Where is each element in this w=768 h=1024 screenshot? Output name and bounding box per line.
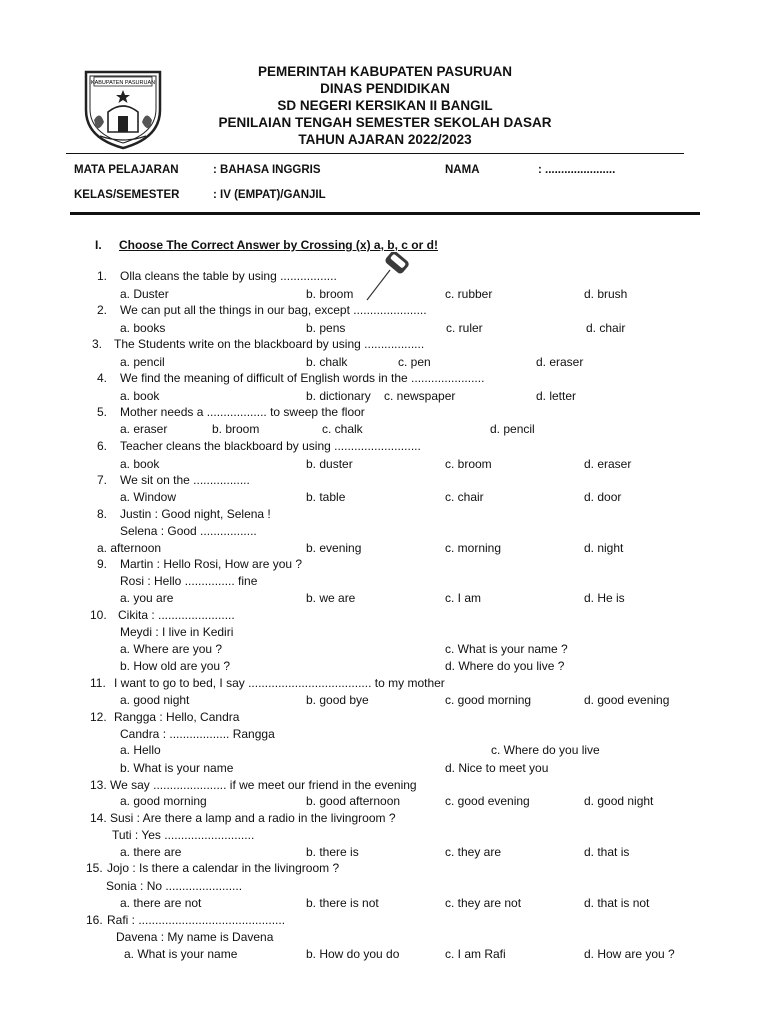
answer-option[interactable]: d. Nice to meet you xyxy=(445,761,549,775)
question-text: Teacher cleans the blackboard by using .......................... xyxy=(120,439,421,453)
answer-option-a[interactable]: a. there are xyxy=(120,845,182,859)
svg-text:KABUPATEN PASURUAN: KABUPATEN PASURUAN xyxy=(90,80,156,86)
answer-option-b[interactable]: b. How do you do xyxy=(306,947,400,961)
answer-option-d[interactable]: d. brush xyxy=(584,287,628,301)
question-dialogue-line: Rosi : Hello ............... fine xyxy=(120,574,258,588)
answer-option-a[interactable]: a. pencil xyxy=(120,355,165,369)
answer-option-b[interactable]: b. duster xyxy=(306,457,353,471)
question-number: 9. xyxy=(97,557,108,571)
answer-option-c[interactable]: c. chair xyxy=(445,490,484,504)
question-number: 5. xyxy=(97,405,108,419)
header-school: SD NEGERI KERSIKAN II BANGIL xyxy=(277,98,493,113)
section-instruction: Choose The Correct Answer by Crossing (x) a, b, c or d! xyxy=(119,238,438,252)
answer-option-b[interactable]: b. evening xyxy=(306,541,362,555)
question-number: 14. xyxy=(90,811,107,825)
answer-option-c[interactable]: c. broom xyxy=(445,457,492,471)
answer-option-a[interactable]: a. there are not xyxy=(120,896,202,910)
answer-option[interactable]: d. Where do you live ? xyxy=(445,659,565,673)
answer-option-a[interactable]: a. book xyxy=(120,389,160,403)
answer-option-b[interactable]: b. broom xyxy=(212,422,260,436)
answer-option-a[interactable]: a. Duster xyxy=(120,287,169,301)
answer-option-c[interactable]: c. pen xyxy=(398,355,431,369)
answer-option-b[interactable]: b. pens xyxy=(306,321,346,335)
duster-icon xyxy=(364,252,410,302)
answer-option-b[interactable]: b. dictionary xyxy=(306,389,371,403)
question-number: 1. xyxy=(97,269,108,283)
answer-option-a[interactable]: a. What is your name xyxy=(124,947,238,961)
question-number: 12. xyxy=(90,710,107,724)
answer-option-b[interactable]: b. table xyxy=(306,490,346,504)
answer-option-c[interactable]: c. chalk xyxy=(322,422,363,436)
question-number: 11. xyxy=(90,676,106,690)
answer-option-c[interactable]: c. rubber xyxy=(445,287,493,301)
answer-option-d[interactable]: d. chair xyxy=(586,321,626,335)
answer-option-d[interactable]: d. good evening xyxy=(584,693,670,707)
question-number: 7. xyxy=(97,473,108,487)
answer-option-d[interactable]: d. How are you ? xyxy=(584,947,675,961)
question-text: Martin : Hello Rosi, How are you ? xyxy=(120,557,303,571)
class-label: KELAS/SEMESTER xyxy=(74,189,180,201)
regency-logo xyxy=(80,62,166,150)
answer-option-d[interactable]: d. night xyxy=(584,541,624,555)
answer-option-b[interactable]: b. chalk xyxy=(306,355,348,369)
answer-option-d[interactable]: d. pencil xyxy=(490,422,535,436)
answer-option[interactable]: c. What is your name ? xyxy=(445,642,568,656)
header-school-year: TAHUN AJARAN 2022/2023 xyxy=(298,132,472,147)
answer-option[interactable]: b. How old are you ? xyxy=(120,659,231,673)
name-field[interactable]: : ...................... xyxy=(538,164,616,176)
answer-option-c[interactable]: c. good evening xyxy=(445,794,530,808)
answer-option-a[interactable]: a. you are xyxy=(120,591,174,605)
question-dialogue-line: Davena : My name is Davena xyxy=(116,930,274,944)
section-numeral: I. xyxy=(95,238,102,252)
question-text: Rangga : Hello, Candra xyxy=(114,710,240,724)
subject-value: : BAHASA INGGRIS xyxy=(213,164,321,176)
answer-option-a[interactable]: a. afternoon xyxy=(97,541,162,555)
answer-option-b[interactable]: b. good afternoon xyxy=(306,794,401,808)
answer-option-b[interactable]: b. broom xyxy=(306,287,354,301)
answer-option-b[interactable]: b. there is not xyxy=(306,896,379,910)
answer-option-b[interactable]: b. there is xyxy=(306,845,359,859)
question-text: The Students write on the blackboard by using .................. xyxy=(114,337,425,351)
subject-label: MATA PELAJARAN xyxy=(74,164,179,176)
question-text: Susi : Are there a lamp and a radio in the livingroom ? xyxy=(110,811,396,825)
answer-option-d[interactable]: d. good night xyxy=(584,794,654,808)
question-number: 10. xyxy=(90,608,107,622)
answer-option-a[interactable]: a. book xyxy=(120,457,160,471)
answer-option-d[interactable]: d. that is not xyxy=(584,896,650,910)
answer-option-b[interactable]: b. good bye xyxy=(306,693,369,707)
question-dialogue-line: Sonia : No ....................... xyxy=(106,879,243,893)
class-value: : IV (EMPAT)/GANJIL xyxy=(213,189,326,201)
header-exam-title: PENILAIAN TENGAH SEMESTER SEKOLAH DASAR xyxy=(218,115,552,130)
answer-option-d[interactable]: d. eraser xyxy=(584,457,632,471)
question-text: We sit on the ................. xyxy=(120,473,250,487)
question-text: We say ...................... if we meet our friend in the evening xyxy=(110,778,417,792)
question-number: 4. xyxy=(97,371,108,385)
question-dialogue-line: Candra : .................. Rangga xyxy=(120,727,275,741)
question-number: 6. xyxy=(97,439,108,453)
answer-option-a[interactable]: a. good morning xyxy=(120,794,207,808)
question-text: Mother needs a .................. to sweep the floor xyxy=(120,405,365,419)
header-divider-thick xyxy=(70,212,700,215)
answer-option-a[interactable]: a. good night xyxy=(120,693,190,707)
question-number: 16. xyxy=(86,913,103,927)
answer-option-d[interactable]: d. letter xyxy=(536,389,577,403)
answer-option[interactable]: c. Where do you live xyxy=(491,743,600,757)
question-text: We can put all the things in our bag, except ...................... xyxy=(120,303,427,317)
answer-option-c[interactable]: c. they are xyxy=(445,845,502,859)
question-dialogue-line: Selena : Good ................. xyxy=(120,524,257,538)
question-dialogue-line: Meydi : I live in Kediri xyxy=(120,625,234,639)
question-text: Rafi : ............................................ xyxy=(107,913,286,927)
answer-option-a[interactable]: a. Window xyxy=(120,490,177,504)
answer-option-c[interactable]: c. newspaper xyxy=(384,389,456,403)
answer-option-d[interactable]: d. eraser xyxy=(536,355,584,369)
answer-option-a[interactable]: a. books xyxy=(120,321,166,335)
answer-option-d[interactable]: d. He is xyxy=(584,591,625,605)
answer-option-b[interactable]: b. we are xyxy=(306,591,356,605)
answer-option-c[interactable]: c. I am xyxy=(445,591,482,605)
answer-option-c[interactable]: c. good morning xyxy=(445,693,532,707)
question-text: Justin : Good night, Selena ! xyxy=(120,507,271,521)
header-department: DINAS PENDIDIKAN xyxy=(320,81,450,96)
header-divider-thin xyxy=(66,153,684,154)
answer-option-d[interactable]: d. that is xyxy=(584,845,630,859)
header-government: PEMERINTAH KABUPATEN PASURUAN xyxy=(257,64,512,79)
answer-option-c[interactable]: c. ruler xyxy=(446,321,483,335)
name-label: NAMA xyxy=(445,164,480,176)
answer-option-c[interactable]: c. morning xyxy=(445,541,502,555)
question-number: 2. xyxy=(97,303,108,317)
answer-option[interactable]: b. What is your name xyxy=(120,761,234,775)
question-number: 8. xyxy=(97,507,108,521)
question-number: 3. xyxy=(92,337,103,351)
answer-option-d[interactable]: d. door xyxy=(584,490,622,504)
answer-option-c[interactable]: c. I am Rafi xyxy=(445,947,506,961)
answer-option-a[interactable]: a. eraser xyxy=(120,422,168,436)
question-text: Jojo : Is there a calendar in the livingroom ? xyxy=(107,861,340,875)
answer-option[interactable]: a. Hello xyxy=(120,743,161,757)
question-text: Olla cleans the table by using ................. xyxy=(120,269,337,283)
question-number: 15. xyxy=(86,861,103,875)
answer-option[interactable]: a. Where are you ? xyxy=(120,642,223,656)
answer-option-c[interactable]: c. they are not xyxy=(445,896,522,910)
question-text: I want to go to bed, I say ..................................... to my mother xyxy=(114,676,445,690)
question-text: Cikita : ....................... xyxy=(118,608,235,622)
question-number: 13. xyxy=(90,778,107,792)
question-dialogue-line: Tuti : Yes ........................... xyxy=(112,828,255,842)
question-text: We find the meaning of difficult of English words in the ...................... xyxy=(120,371,485,385)
